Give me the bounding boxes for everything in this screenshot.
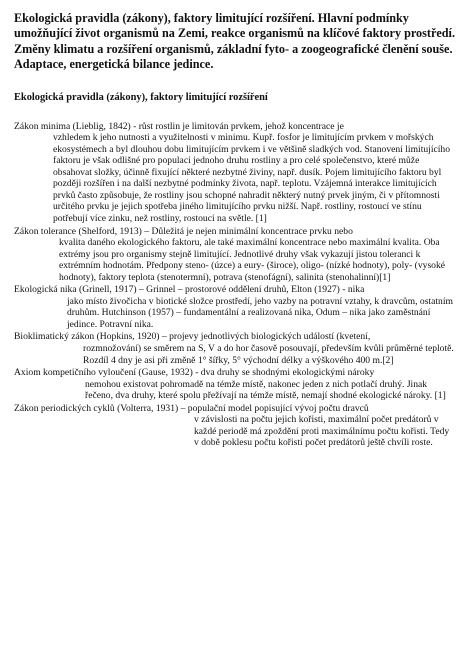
entry-head (14, 403, 455, 415)
term-separator: – (178, 402, 188, 414)
entry-head (14, 367, 455, 379)
rule-term: Zákon minima (Lieblig, 1842) (14, 120, 131, 132)
rule-description-first-line: Grinnel – prostorové oddělení druhů, Elton (1927) - nika (146, 284, 365, 296)
rule-description-first-line: růst rostlin je limitován prvkem, jehož koncentrace je (138, 120, 344, 132)
term-separator: - (130, 120, 139, 132)
section-heading: Ekologická pravidla (zákony), faktory limitující rozšíření (14, 91, 268, 103)
rule-entry-ecological-niche (14, 284, 455, 330)
rule-term: Zákon tolerance (Shelford, 1913) (14, 225, 142, 237)
document-title: Ekologická pravidla (zákony), faktory limitující rozšíření. Hlavní podmínky umožňující život organismů na Zemi, reakce organismů na klíčové faktory prostředí. Změny klimatu a rozšíření organismů, základní fyto- a zoogeografické členění souše. Adaptace, energetická bilance jedince. (14, 11, 455, 72)
entry-head (14, 226, 455, 238)
term-separator: – (136, 284, 147, 296)
rule-description-first-line: populační model popisující vývoj počtu dravců (187, 402, 369, 414)
rule-term: Ekologická nika (Grinell, 1917) (14, 284, 137, 296)
term-separator: - (192, 367, 201, 379)
rule-description-first-line: Důležitá je nejen minimální koncentrace prvku nebo (151, 225, 353, 237)
rule-description: vzhledem k jeho nutnosti a využitelnosti v minimu. Kupř. fosfor je limitujícím prvkem v mořských ekosystémech a byl dlouhou dobu limitujícím prvkem i ve většině sladkých vod. Stanovení limitujícího faktoru je však odlišné pro populaci jednoho druhu rostliny a pro celé společenstvo, které může obsahovat složky, účinně fixující některé nezbytné živiny, např. dusík. Pojem limitujícího faktoru byl později rozšířen i na další nezbytné podmínky života, např. teplotu. Vzájemná interakce limitujících prvků často způsobuje, že rostliny jsou schopné nahradit některý nutný prvek jiným, či v přítomnosti určitého prvku je jejich spotřeba jiného limitujícího prvku nižší. Např. rostliny, rostoucí ve stínu potřebují více zinku, než rostliny, rostoucí na světle. [1] (53, 132, 451, 224)
rule-description: v závislosti na počtu jejich kořisti, maximální počet predátorů v každé periodě má zpoždění proti maximálnímu počtu kořisti. Tedy v době poklesu počtu kořisti počet predátorů ještě chvíli roste. (194, 414, 450, 449)
rule-entry-law-of-tolerance (14, 226, 455, 284)
rule-term: Axiom kompetičního vyloučení (Gause, 1932) (14, 367, 193, 379)
entry-head (14, 331, 455, 343)
rule-term: Bioklimatický zákon (Hopkins, 1920) (14, 331, 160, 343)
rule-entry-competitive-exclusion (14, 367, 455, 402)
rule-description: jako místo živočicha v biotické složce prostředí, jeho vazby na potravní vztahy, k dravcům, ostatním druhům. Hutchinson (1957) – fundamentální a realizovaná nika, Odum – nika jako zaměstnání jedince. Potravní nika. (67, 295, 453, 330)
term-separator: – (141, 225, 152, 237)
term-separator: – (159, 331, 170, 343)
entry-head (14, 121, 455, 133)
rule-entry-periodic-cycles (14, 403, 455, 449)
rule-term: Zákon periodických cyklů (Volterra, 1931) (14, 402, 179, 414)
rule-entry-bioclimatic-law (14, 331, 455, 366)
rule-description-first-line: dva druhy se shodnými ekologickými nároky (200, 367, 375, 379)
rule-description: rozmnožování) se směrem na S, V a do hor časově posouvají, především kvůli průměrné teplotě. Rozdíl 4 dny je asi při změně 1° šířky, 5° východní délky a výškového 400 m.[2] (83, 343, 454, 366)
rules-list (14, 121, 455, 449)
entry-head (14, 284, 455, 296)
rule-entry-law-of-minimum (14, 121, 455, 225)
rule-description: kvalita daného ekologického faktoru, ale také maximální koncentrace nebo maximální kvalita. Oba extrémy jsou pro organismy stejně limitující. Jednotlivé druhy však vykazují jistou toleranci k extrémním hodnotám. Předpony steno- (úzce) a eury- (široce), oligo- (nízké hodnoty), poly- (vysoké hodnoty), faktory teplota (stenotermní), potrava (stenofágní), salinita (stenohalinní)[1] (59, 237, 446, 283)
rule-description: nemohou existovat pohromadě na témže místě, nakonec jeden z nich potlačí druhý. Jinak řečeno, dva druhy, které spolu přežívají na témže místě, nemají shodné ekologické nároky. [1] (85, 378, 446, 402)
rule-description-first-line: projevy jednotlivých biologických událostí (kvetení, (169, 331, 371, 343)
